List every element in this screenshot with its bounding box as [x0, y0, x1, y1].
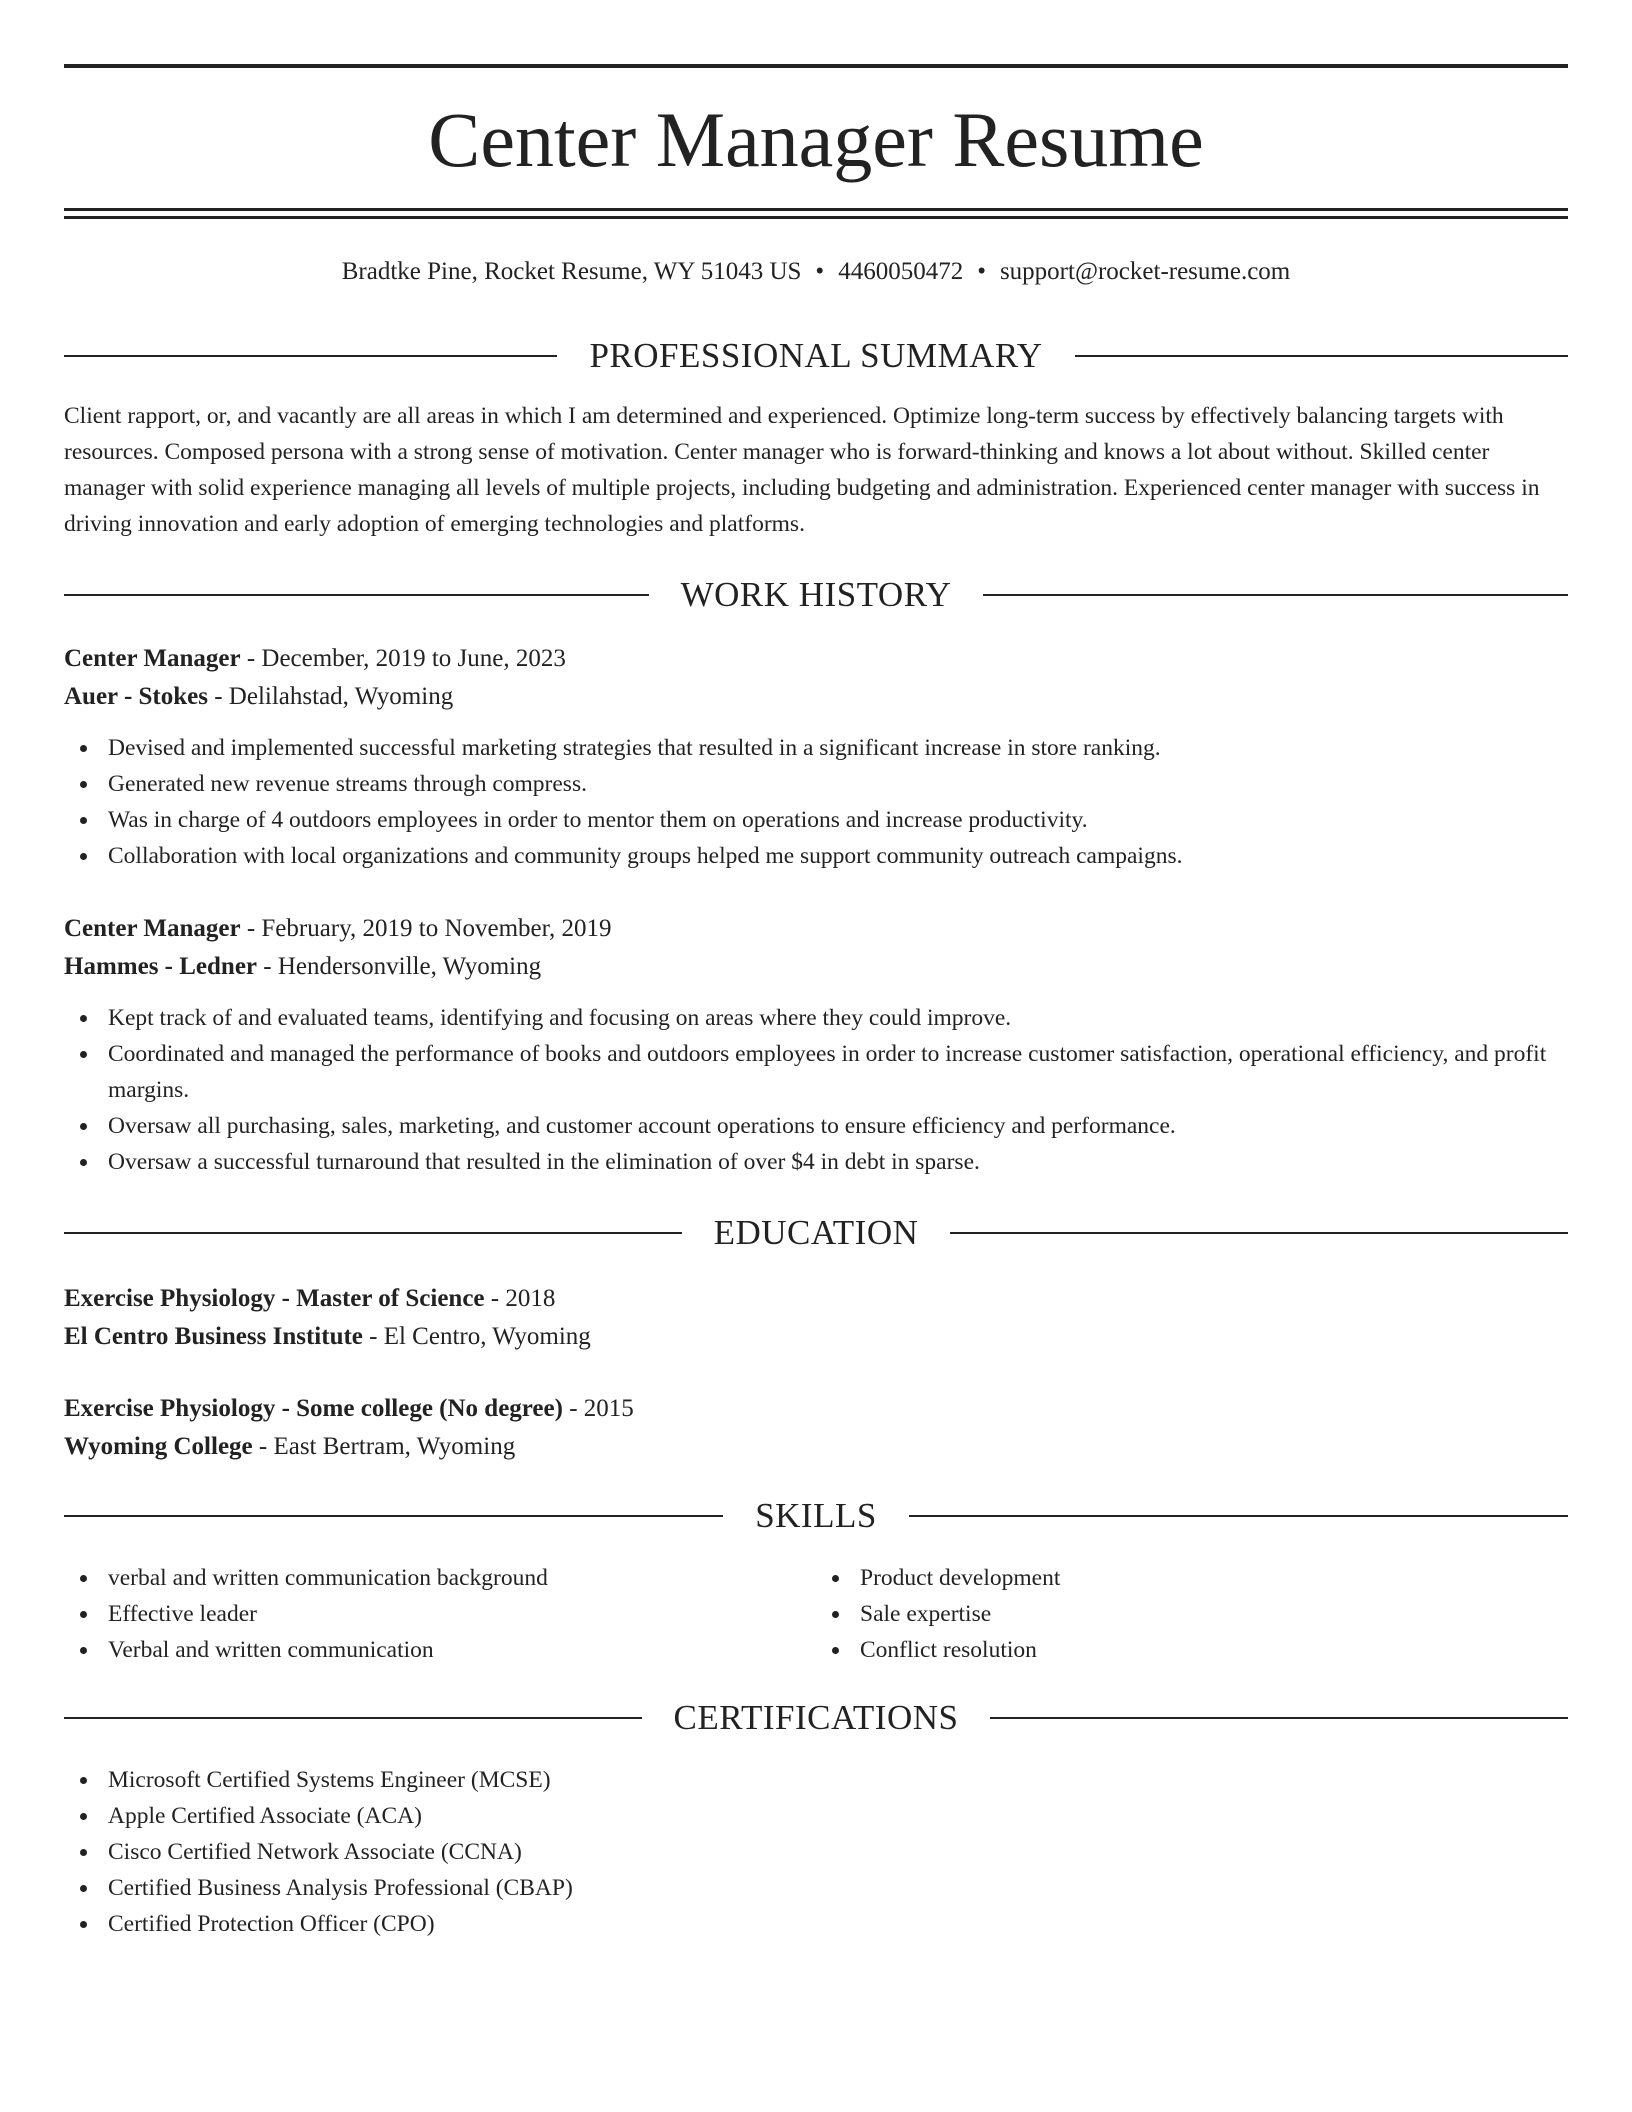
- school-location: - East Bertram, Wyoming: [252, 1433, 516, 1460]
- school-row: [64, 1318, 1568, 1356]
- list-item: Conflict resolution: [816, 1632, 1568, 1668]
- job-title: Center Manager: [64, 645, 241, 672]
- section-title: SKILLS: [755, 1496, 877, 1535]
- job-company-row: [64, 678, 1568, 716]
- section-heading-education: [64, 1213, 1568, 1253]
- list-item: Oversaw a successful turnaround that resulted in the elimination of over $4 in debt in sparse.: [64, 1144, 1568, 1180]
- degree-year: - 2015: [562, 1395, 634, 1422]
- job-company: Hammes - Ledner: [64, 953, 258, 980]
- section-heading-work: [64, 575, 1568, 615]
- heading-rule-left: [64, 355, 557, 357]
- list-item: Microsoft Certified Systems Engineer (MCSE): [64, 1762, 1568, 1798]
- education-entry: [64, 1280, 1568, 1356]
- heading-rule-right: [950, 1232, 1568, 1234]
- education-entry: [64, 1390, 1568, 1466]
- certifications-block: [64, 1762, 1568, 1942]
- job-entry: [64, 910, 1568, 1180]
- list-item: Apple Certified Associate (ACA): [64, 1798, 1568, 1834]
- degree: Exercise Physiology - Some college (No degree): [64, 1395, 563, 1422]
- job-bullets: [64, 730, 1568, 874]
- job-title-row: [64, 640, 1568, 678]
- skills-list-left: [64, 1560, 816, 1668]
- list-item: Collaboration with local organizations and community groups helped me support community outreach campaigns.: [64, 838, 1568, 874]
- contact-separator: •: [815, 258, 825, 285]
- certifications-list: [64, 1762, 1568, 1942]
- job-bullets: [64, 1000, 1568, 1180]
- section-heading-skills: [64, 1496, 1568, 1536]
- degree-row: [64, 1390, 1568, 1428]
- degree-row: [64, 1280, 1568, 1318]
- list-item: Generated new revenue streams through compress.: [64, 766, 1568, 802]
- heading-rule-right: [983, 594, 1568, 596]
- list-item: Coordinated and managed the performance of books and outdoors employees in order to increase customer satisfaction, operational efficiency, and profit margins.: [64, 1036, 1568, 1108]
- job-company-row: [64, 948, 1568, 986]
- job-entry: [64, 640, 1568, 874]
- contact-separator: •: [977, 258, 986, 285]
- list-item: Was in charge of 4 outdoors employees in order to mentor them on operations and increase productivity.: [64, 802, 1568, 838]
- job-company: Auer - Stokes: [64, 683, 208, 710]
- section-heading-certifications: [64, 1698, 1568, 1738]
- contact-address: Bradtke Pine, Rocket Resume, WY 51043 US: [341, 258, 802, 285]
- list-item: verbal and written communication background: [64, 1560, 816, 1596]
- school: El Centro Business Institute: [64, 1323, 363, 1350]
- job-dates: - December, 2019 to June, 2023: [240, 645, 566, 672]
- title-double-rule: [64, 208, 1568, 219]
- job-title: Center Manager: [64, 915, 241, 942]
- list-item: Oversaw all purchasing, sales, marketing, and customer account operations to ensure efficiency and performance.: [64, 1108, 1568, 1144]
- list-item: Product development: [816, 1560, 1568, 1596]
- skills-list-right: [816, 1560, 1568, 1668]
- list-item: Certified Protection Officer (CPO): [64, 1906, 1568, 1942]
- job-title-row: [64, 910, 1568, 948]
- contact-email: support@rocket-resume.com: [999, 258, 1291, 285]
- degree: Exercise Physiology - Master of Science: [64, 1285, 485, 1312]
- section-title: WORK HISTORY: [680, 575, 952, 614]
- heading-rule-left: [64, 1515, 723, 1517]
- heading-rule-right: [1075, 355, 1568, 357]
- list-item: Verbal and written communication: [64, 1632, 816, 1668]
- section-title: EDUCATION: [713, 1213, 919, 1252]
- list-item: Kept track of and evaluated teams, identifying and focusing on areas where they could improve.: [64, 1000, 1568, 1036]
- heading-rule-right: [990, 1717, 1568, 1719]
- job-location: - Delilahstad, Wyoming: [207, 683, 454, 710]
- job-dates: - February, 2019 to November, 2019: [240, 915, 612, 942]
- heading-rule-left: [64, 1717, 642, 1719]
- school: Wyoming College: [64, 1433, 253, 1460]
- top-rule: [64, 64, 1568, 68]
- list-item: Sale expertise: [816, 1596, 1568, 1632]
- summary-text: Client rapport, or, and vacantly are all areas in which I am determined and experienced. Optimize long-term success by effectively balancing targets with resources. Composed persona with a strong sense of motivation. Center manager who is forward-thinking and knows a lot about without. Skilled center manager with solid experience managing all levels of multiple projects, including budgeting and administration. Experienced center manager with success in driving innovation and early adoption of emerging technologies and platforms.: [64, 403, 1540, 537]
- heading-rule-left: [64, 594, 649, 596]
- job-location: - Hendersonville, Wyoming: [257, 953, 542, 980]
- school-location: - El Centro, Wyoming: [362, 1323, 591, 1350]
- degree-year: - 2018: [484, 1285, 556, 1312]
- list-item: Certified Business Analysis Professional (CBAP): [64, 1870, 1568, 1906]
- contact-line: [64, 254, 1568, 290]
- page-title: Center Manager Resume: [428, 96, 1204, 183]
- list-item: Cisco Certified Network Associate (CCNA): [64, 1834, 1568, 1870]
- section-heading-summary: [64, 336, 1568, 376]
- contact-phone: 4460050472: [838, 258, 964, 285]
- heading-rule-left: [64, 1232, 682, 1234]
- section-title: CERTIFICATIONS: [673, 1698, 959, 1737]
- section-title: PROFESSIONAL SUMMARY: [589, 336, 1043, 375]
- list-item: Devised and implemented successful marketing strategies that resulted in a significant increase in store ranking.: [64, 730, 1568, 766]
- heading-rule-right: [909, 1515, 1568, 1517]
- list-item: Effective leader: [64, 1596, 816, 1632]
- school-row: [64, 1428, 1568, 1466]
- skills-columns: [64, 1560, 1568, 1668]
